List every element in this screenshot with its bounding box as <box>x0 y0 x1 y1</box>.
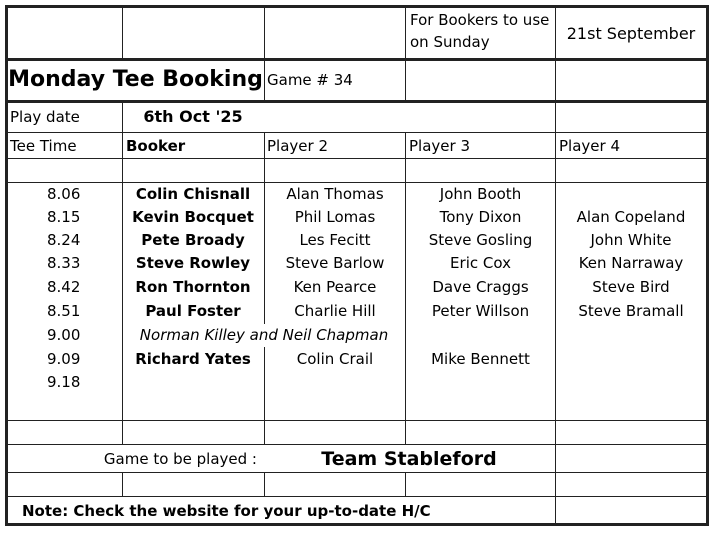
bookers-note-line2: on Sunday <box>410 33 490 51</box>
handicap-note: Note: Check the website for your up-to-date H/C <box>22 501 431 520</box>
player-3-cell: Tony Dixon <box>439 208 522 226</box>
player-2-cell <box>265 371 405 394</box>
game-value: Team Stableford <box>321 448 497 470</box>
player-2-cell: Steve Barlow <box>285 254 385 272</box>
column-header-player-2: Player 2 <box>267 136 328 155</box>
player-4-cell <box>556 371 706 394</box>
booker-cell: Steve Rowley <box>135 254 251 272</box>
player-4-cell: Steve Bird <box>592 278 670 296</box>
play-date-value: 6th Oct '25 <box>143 107 243 126</box>
player-4-cell <box>556 348 706 371</box>
booker-cell: Paul Foster <box>145 302 241 320</box>
booker-cell: Kevin Bocquet <box>132 208 254 226</box>
player-3-cell: John Booth <box>439 185 522 203</box>
bookers-note <box>407 8 556 56</box>
player-3-cell: Peter Willson <box>431 302 530 320</box>
player-3-cell <box>406 371 555 394</box>
player-3-cell: Eric Cox <box>450 254 511 272</box>
merged-group-cell: Norman Killey and Neil Chapman <box>123 324 405 347</box>
tee-time-cell: 8.06 <box>47 185 81 203</box>
column-header-tee-time: Tee Time <box>10 136 77 155</box>
play-date-label: Play date <box>10 107 80 126</box>
booker-cell: Pete Broady <box>141 231 245 249</box>
player-2-cell: Ken Pearce <box>293 278 377 296</box>
player-2-cell: Alan Thomas <box>286 185 384 203</box>
player-2-cell: Les Fecitt <box>299 231 371 249</box>
booker-cell <box>123 371 263 394</box>
column-header-player-3: Player 3 <box>409 136 470 155</box>
tee-time-cell: 9.18 <box>47 373 81 391</box>
player-3-cell: Steve Gosling <box>428 231 533 249</box>
player-3-cell: Mike Bennett <box>431 350 530 368</box>
game-number: Game # 34 <box>267 70 353 89</box>
column-header-booker: Booker <box>126 136 186 155</box>
bookers-note-line1: For Bookers to use <box>410 11 550 30</box>
player-4-cell <box>556 183 706 206</box>
tee-time-cell: 9.09 <box>47 350 81 368</box>
tee-time-cell: 8.15 <box>47 208 81 226</box>
player-4-cell: John White <box>590 231 672 249</box>
booker-cell: Richard Yates <box>135 350 251 368</box>
player-4-cell: Steve Bramall <box>578 302 684 320</box>
player-2-cell: Phil Lomas <box>294 208 376 226</box>
player-4-cell: Ken Narraway <box>578 254 684 272</box>
player-4-cell: Alan Copeland <box>576 208 686 226</box>
booker-cell: Colin Chisnall <box>135 185 251 203</box>
tee-time-cell: 9.00 <box>47 326 81 344</box>
sunday-date: 21st September <box>566 24 696 43</box>
tee-time-cell: 8.42 <box>47 278 81 296</box>
tee-time-cell: 8.24 <box>47 231 81 249</box>
tee-time-cell: 8.33 <box>47 254 81 272</box>
player-3-cell: Dave Craggs <box>432 278 529 296</box>
tee-time-cell: 8.51 <box>47 302 81 320</box>
player-2-cell: Charlie Hill <box>294 302 376 320</box>
sheet-title: Monday Tee Booking <box>8 67 263 92</box>
column-header-player-4: Player 4 <box>559 136 620 155</box>
game-label: Game to be played : <box>103 450 257 468</box>
player-2-cell: Colin Crail <box>296 350 374 368</box>
booker-cell: Ron Thornton <box>135 278 251 296</box>
